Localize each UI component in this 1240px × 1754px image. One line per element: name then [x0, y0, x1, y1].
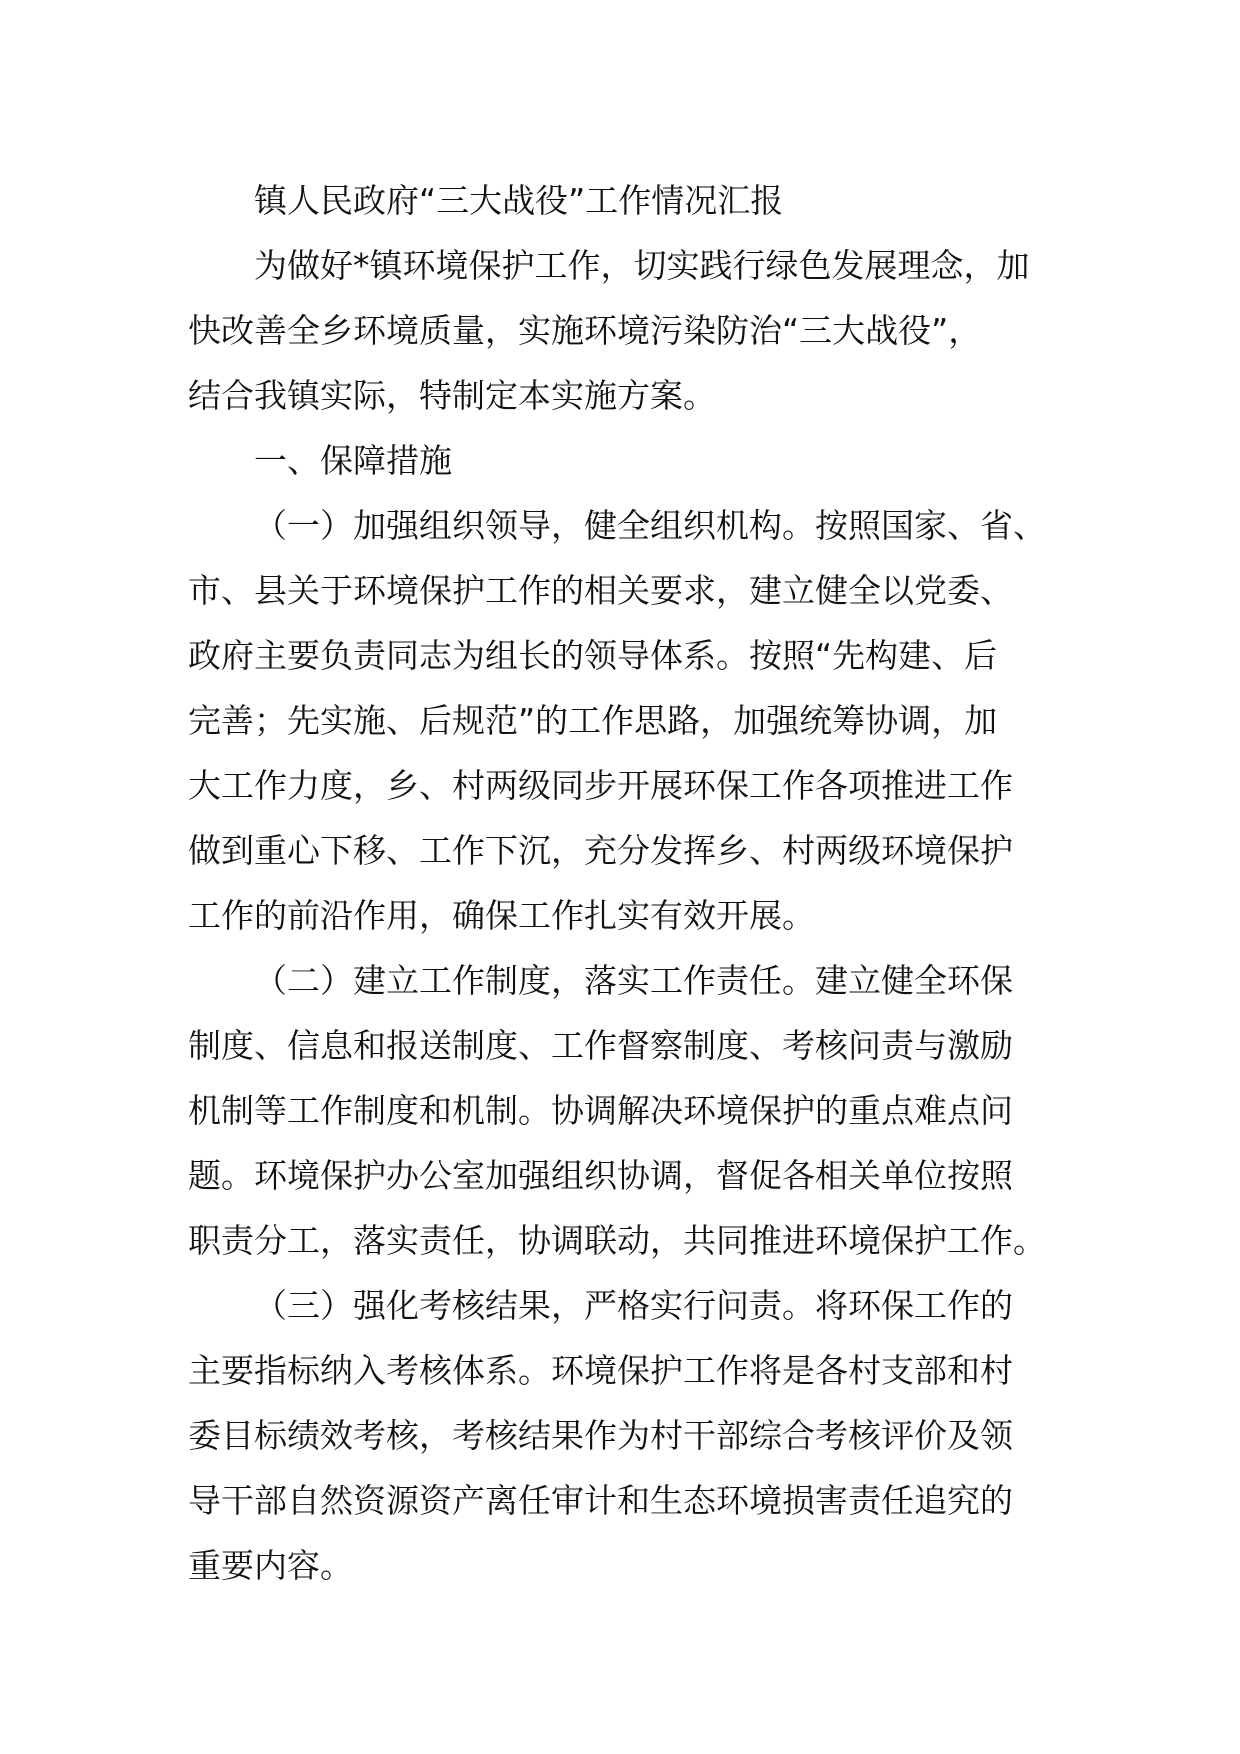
text-line: 为做好*镇环境保护工作，切实践行绿色发展理念，加	[254, 246, 1030, 285]
text-line: 完善；先实施、后规范”的工作思路，加强统筹协调，加	[188, 701, 998, 740]
text-line: （二）建立工作制度，落实工作责任。建立健全环保	[254, 961, 1013, 1000]
text-line: 快改善全乡环境质量，实施环境污染防治“三大战役”，	[188, 311, 982, 350]
document-title: 镇人民政府“三大战役”工作情况汇报	[254, 181, 784, 220]
text-line: 委目标绩效考核，考核结果作为村干部综合考核评价及领	[188, 1416, 1013, 1455]
text-line: 做到重心下移、工作下沉，充分发挥乡、村两级环境保护	[188, 831, 1013, 870]
text-line: 大工作力度，乡、村两级同步开展环保工作各项推进工作	[188, 766, 1013, 805]
text-line: 主要指标纳入考核体系。环境保护工作将是各村支部和村	[188, 1351, 1013, 1390]
text-line: 市、县关于环境保护工作的相关要求，建立健全以党委、	[188, 571, 1013, 610]
text-line: 政府主要负责同志为组长的领导体系。按照“先构建、后	[188, 636, 998, 675]
text-line: 重要内容。	[188, 1546, 353, 1585]
text-line: （一）加强组织领导，健全组织机构。按照国家、省、	[254, 506, 1046, 545]
text-line: 结合我镇实际，特制定本实施方案。	[188, 376, 716, 415]
text-line: 导干部自然资源资产离任审计和生态环境损害责任追究的	[188, 1481, 1013, 1520]
text-line: 机制等工作制度和机制。协调解决环境保护的重点难点问	[188, 1091, 1013, 1130]
text-line: 职责分工，落实责任，协调联动，共同推进环境保护工作。	[188, 1221, 1046, 1260]
text-line: 制度、信息和报送制度、工作督察制度、考核问责与激励	[188, 1026, 1013, 1065]
document-page	[188, 168, 1068, 1598]
section-heading: 一、保障措施	[254, 441, 452, 480]
text-line: 工作的前沿作用，确保工作扎实有效开展。	[188, 896, 815, 935]
text-line: （三）强化考核结果，严格实行问责。将环保工作的	[254, 1286, 1013, 1325]
text-line: 题。环境保护办公室加强组织协调，督促各相关单位按照	[188, 1156, 1013, 1195]
